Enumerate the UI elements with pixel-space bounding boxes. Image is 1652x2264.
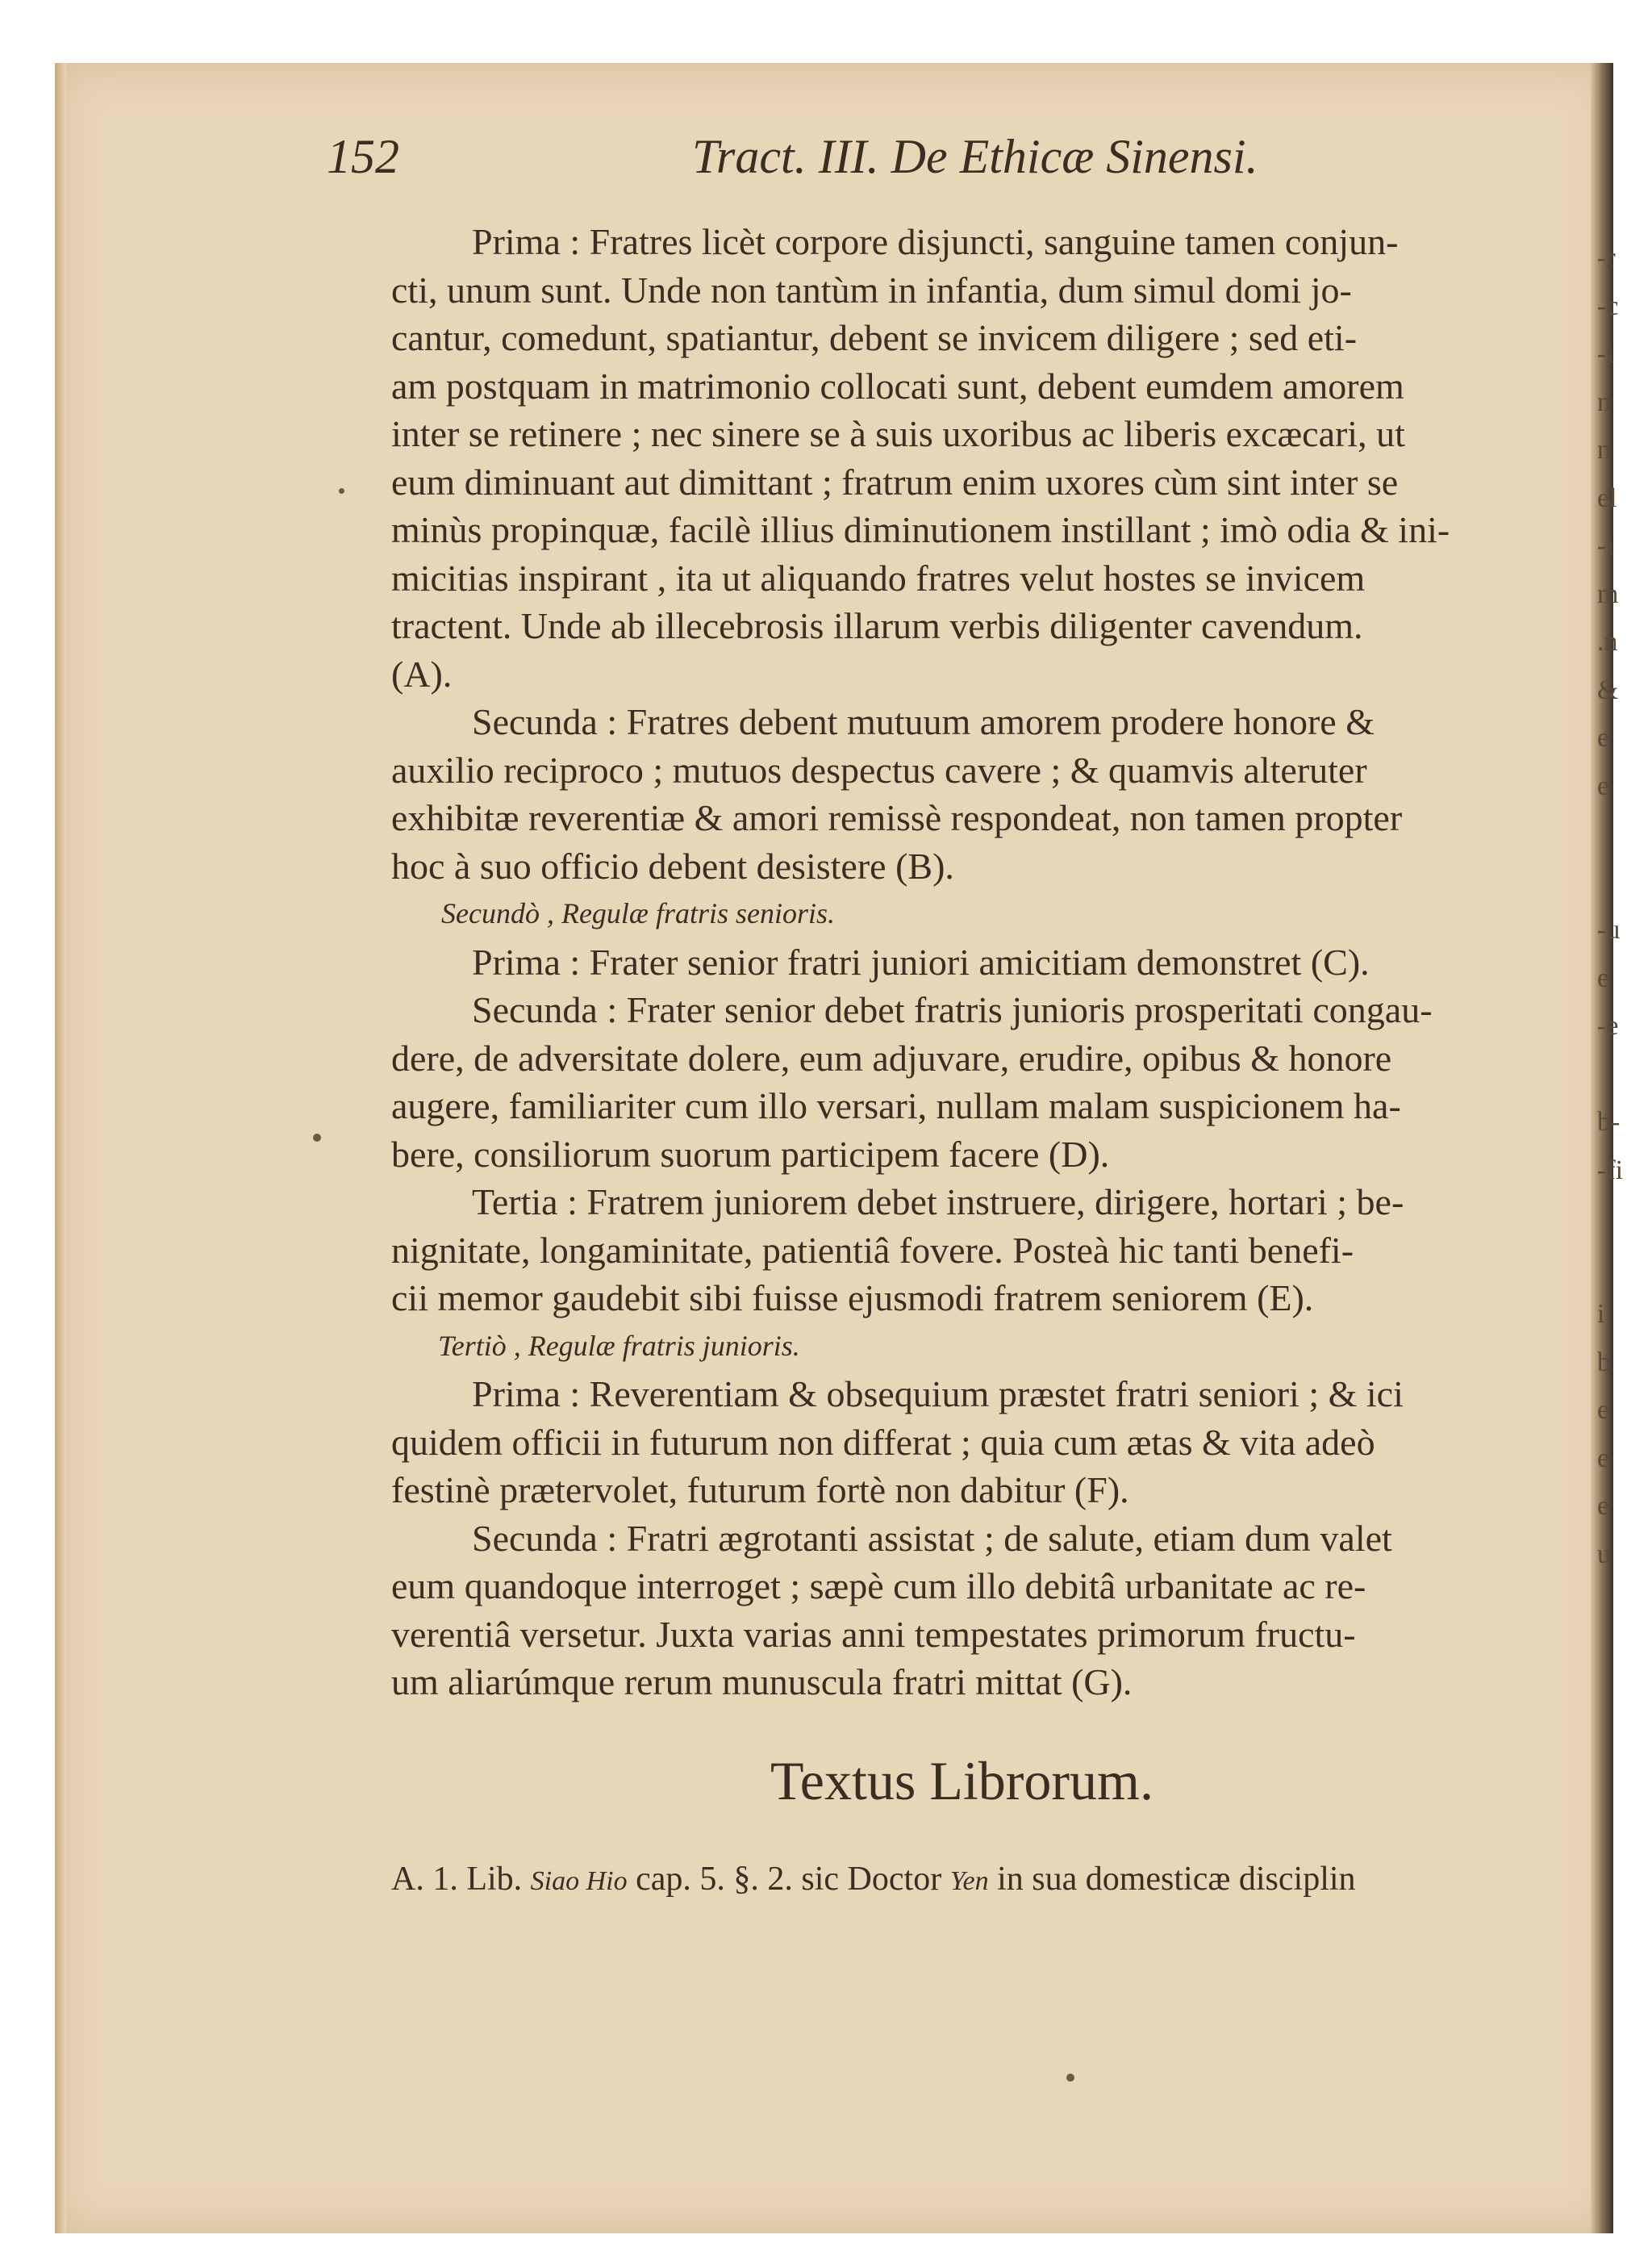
paragraph-prima-2	[391, 938, 1605, 987]
margin-fragment: .n	[1597, 627, 1618, 657]
margin-fragment: e	[1597, 771, 1610, 801]
margin-fragment: n	[1597, 386, 1611, 417]
running-title: Tract. III. De Ethicæ Sinensi.	[692, 130, 1258, 183]
margin-fragment: u	[1597, 1539, 1611, 1569]
text-line: augere, familiariter cum illo versari, nullam malam suspicionem ha-	[391, 1085, 1401, 1126]
section-title: Textus Librorum.	[770, 1750, 1153, 1811]
text-line: hoc à suo officio debent desistere (B).	[391, 845, 954, 887]
text-line: Tertia : Fratrem juniorem debet instruere, dirigere, hortari ; be-	[472, 1181, 1404, 1222]
margin-fragment: b	[1597, 1347, 1611, 1377]
margin-fragment	[1597, 1243, 1629, 1291]
text-line: Prima : Fratres licèt corpore disjuncti, sanguine tamen conjun-	[472, 221, 1399, 262]
margin-fragment: n	[1597, 435, 1611, 465]
margin-fragment: e	[1597, 723, 1610, 753]
margin-fragment: el	[1597, 482, 1617, 513]
ink-spot	[1066, 2074, 1074, 2082]
footnote-mid: cap. 5. §. 2. sic Doctor	[636, 1861, 950, 1898]
footnote-suffix: in sua domesticæ disciplin	[997, 1861, 1356, 1898]
footnote-prefix: A. 1. Lib.	[391, 1861, 523, 1898]
margin-fragment: b-	[1597, 1107, 1621, 1137]
footnote-book: Siao Hio	[530, 1866, 628, 1896]
margin-fragment: -fi	[1597, 1155, 1624, 1185]
margin-fragment: e	[1597, 963, 1610, 993]
subhead-senior-rules: Secundò , Regulæ fratris senioris.	[441, 897, 835, 929]
text-line: cti, unum sunt. Unde non tantùm in infantia, dum simul domi jo-	[391, 269, 1352, 311]
text-line: dere, de adversitate dolere, eum adjuvare, erudire, opibus & honore	[391, 1037, 1392, 1079]
ink-spot	[339, 488, 344, 494]
page-left-edge	[55, 63, 66, 2233]
text-line: Secunda : Fratri ægrotanti assistat ; de salute, etiam dum valet	[472, 1517, 1392, 1559]
margin-fragment	[1597, 858, 1629, 907]
margin-fragment: i	[1597, 1299, 1605, 1329]
text-line: inter se retinere ; nec sinere se à suis uxoribus ac liberis excæcari, ut	[391, 413, 1405, 454]
ink-spot	[313, 1134, 321, 1142]
text-line: minùs propinquæ, facilè illius diminutionem instillant ; imò odia & ini-	[391, 509, 1450, 550]
footnote	[391, 1860, 1356, 1899]
margin-fragment: -c	[1597, 290, 1619, 321]
main-text	[391, 218, 1605, 1706]
text-line: eum diminuant aut dimittant ; fratrum enim uxores cùm sint inter se	[391, 461, 1399, 503]
margin-fragment: -i	[1597, 531, 1614, 561]
margin-fragment: e	[1597, 1491, 1610, 1521]
text-line: (A).	[391, 653, 453, 695]
margin-fragment: -r	[1597, 243, 1616, 273]
paragraph-secunda-3	[391, 1514, 1605, 1706]
text-line: quidem officii in futurum non differat ; quia cum ætas & vita adeò	[391, 1421, 1375, 1463]
text-line: verentiâ versetur. Juxta varias anni tempestates primorum fructu-	[391, 1613, 1356, 1655]
margin-fragment: m	[1597, 579, 1619, 609]
subhead-junior-rules: Tertiò , Regulæ fratris junioris.	[438, 1329, 800, 1362]
margin-fragment: -i	[1597, 339, 1614, 369]
margin-fragment	[1597, 810, 1629, 858]
text-line: Secunda : Frater senior debet fratris junioris prosperitati congau-	[472, 989, 1433, 1030]
page-number: 152	[327, 130, 399, 183]
margin-fragments	[1597, 234, 1629, 1578]
text-line: exhibitæ reverentiæ & amori remissè respondeat, non tamen propter	[391, 797, 1403, 838]
text-line: auxilio reciproco ; mutuos despectus cavere ; & quamvis alteruter	[391, 749, 1367, 791]
margin-fragment	[1597, 1051, 1629, 1099]
text-line: Prima : Reverentiam & obsequium præstet fratri seniori ; & ici	[472, 1373, 1404, 1414]
paragraph-tertia-2	[391, 1178, 1605, 1322]
margin-fragment	[1597, 1194, 1629, 1243]
margin-fragment: e	[1597, 1395, 1610, 1425]
text-line: eum quandoque interroget ; sæpè cum illo debitâ urbanitate ac re-	[391, 1565, 1366, 1606]
paragraph-prima-1	[391, 218, 1605, 698]
paragraph-prima-3	[391, 1370, 1605, 1514]
footnote-name: Yen	[949, 1866, 989, 1896]
text-line: cii memor gaudebit sibi fuisse ejusmodi fratrem seniorem (E).	[391, 1277, 1314, 1318]
text-line: cantur, comedunt, spatiantur, debent se invicem diligere ; sed eti-	[391, 317, 1358, 358]
text-line: bere, consiliorum suorum participem facere (D).	[391, 1133, 1110, 1175]
text-line: festinè prætervolet, futurum fortè non dabitur (F).	[391, 1469, 1129, 1510]
text-line: am postquam in matrimonio collocati sunt, debent eumdem amorem	[391, 365, 1404, 407]
paragraph-secunda-1	[391, 698, 1605, 890]
text-line: Prima : Frater senior fratri juniori amicitiam demonstret (C).	[472, 941, 1370, 983]
text-line: Secunda : Fratres debent mutuum amorem prodere honore &	[472, 701, 1375, 742]
margin-fragment: -e	[1597, 1011, 1619, 1041]
text-line: um aliarúmque rerum munuscula fratri mittat (G).	[391, 1661, 1133, 1702]
paragraph-secunda-2	[391, 986, 1605, 1178]
text-line: tractent. Unde ab illecebrosis illarum verbis diligenter cavendum.	[391, 605, 1363, 646]
text-line: micitias inspirant , ita ut aliquando fratres velut hostes se invicem	[391, 557, 1366, 599]
margin-fragment: &	[1597, 675, 1619, 705]
margin-fragment: -u	[1597, 915, 1621, 945]
text-line: nignitate, longaminitate, patientiâ fovere. Posteà hic tanti benefi-	[391, 1229, 1354, 1271]
margin-fragment: e	[1597, 1443, 1610, 1473]
